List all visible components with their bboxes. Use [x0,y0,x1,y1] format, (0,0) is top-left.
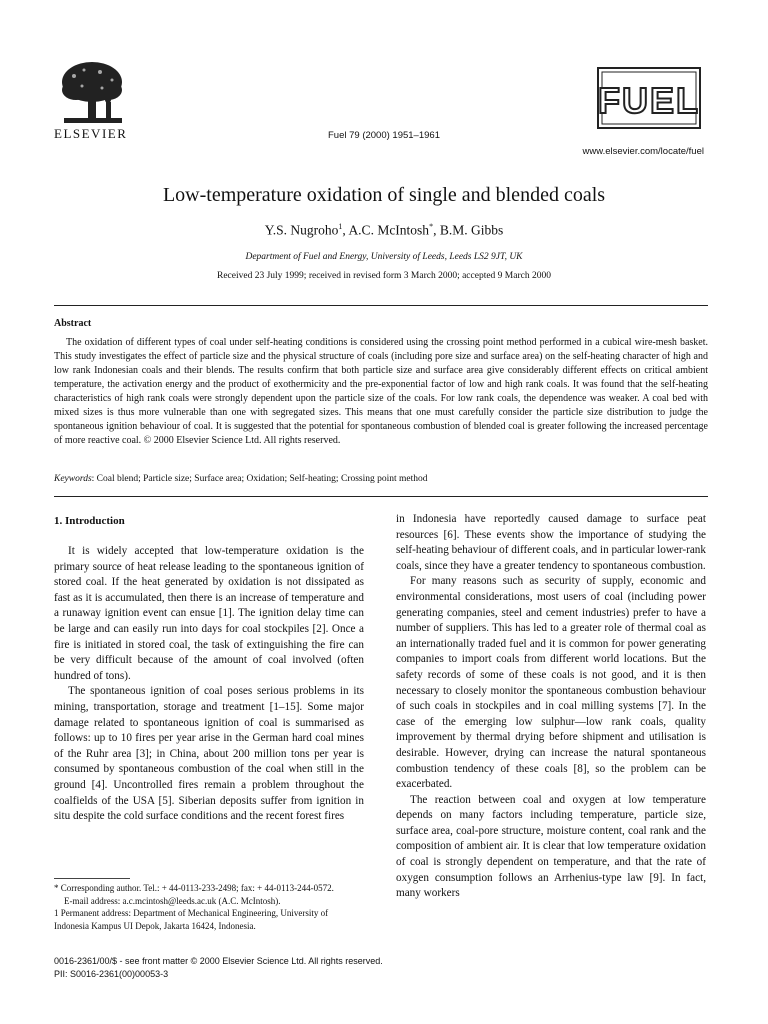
paper-title: Low-temperature oxidation of single and blended coals [162,184,606,206]
keywords-label: Keywords [54,474,92,484]
journal-logo-text: FUEL [598,80,700,121]
author-name: A.C. McIntosh [348,222,430,238]
paragraph: For many reasons such as security of supply, economic and environmental considerations, most users of coal (including power generating companies, steel and cement industries) prefer to have a number of suppliers. This has led to a greater role of thermal coal as an internationally traded fuel and it is common for power generating companies to import coals from different world locations. But the safety records of some of these coals is not good, and it is then necessary to closely monitor the spontaneous combustion behaviour of such coals in stockpiles and in coal milling systems [7]. In the case of the emerging low sulphur—low rank coals, quality improvement by thermal drying before shipment and utilisation is desirable. However, drying can increase the natural spontaneous combustion tendency of these coals [8], so the problem can be exacerbated. [396,575,706,791]
publisher-name: ELSEVIER [54,126,128,141]
section-heading: 1. Introduction [54,515,125,527]
abstract-heading: Abstract [54,318,92,329]
journal-citation: Fuel 79 (2000) 1951–1961 [328,130,440,141]
copyright-footer [54,955,383,981]
abstract-text: The oxidation of different types of coal under self-heating conditions is considered using the crossing point method performed in a cubical wire-mesh basket. This study investigates the effect of particle size and the physical structure of coals (including pore size and surface area) on the self-heating character of high and low rank Indonesian coals and their blends. The results confirm that both particle size and surface area give considerably different effects on critical ambient temperature, the activation energy and the product of exothermicity and the pre-exponential factor of low and high rank coals. It was found that the self-heating characteristics of high rank coals were strongly dependent upon the particle size of the coals. For low rank coals, the dependence was weaker. A coal bed with mixed sizes is thus more vulnerable than one with segregated sizes. This means that one must carefully consider the particle size distribution to judge the spontaneous ignition behaviour of coal. It is suggested that the potential for spontaneous combustion of blended coal is greater following the increased percentage of more reactive coal. © 2000 Elsevier Science Ltd. All rights reserved. [54,337,708,446]
pii-line: PII: S0016-2361(00)00053-3 [54,969,169,979]
author-name: B.M. Gibbs [439,222,504,238]
paragraph: The reaction between coal and oxygen at low temperature depends on many factors including temperature, particle size, surface area, coal-pore structure, moisture content, coal rank and the composition of ambient air. It is clear that low temperature oxidation of coal is strongly dependent on temperature, and that the rate of oxygen consumption follows an Arrhenius-type law [9]. In fact, many workers [396,793,706,900]
keywords [54,474,708,484]
elsevier-tree-logo-icon [56,60,128,126]
paragraph: The spontaneous ignition of coal poses serious problems in its mining, transportation, storage and treatment [1–15]. Some major damage related to spontaneous ignition of coal is summarised as follows: up to 10 fires per year arise in the German hard coal mines of the Ruhr area [3]; in China, about 200 million tons per year is consumed by spontaneous combustion of the coal when still in the ground [4]. Uncontrolled fires remain a problem throughout the coalfields of the USA [5]. Siberian deposits suffer from ignition in situ despite the cold surface conditions and the recent forest fires [54,685,364,823]
footnotes [54,882,364,932]
footnote-permanent-address: 1 Permanent address: Department of Mechanical Engineering, University of Indonesia Kampus UI Depok, Jakarta 16424, Indonesia. [54,908,329,931]
front-matter-line: 0016-2361/00/$ - see front matter © 2000 Elsevier Science Ltd. All rights reserved. [54,956,383,966]
fuel-journal-logo [596,66,702,130]
keywords-list: : Coal blend; Particle size; Surface area; Oxidation; Self-heating; Crossing point method [91,474,428,484]
footnote-divider [54,878,130,879]
right-column [396,512,706,902]
divider [54,305,708,306]
paragraph: in Indonesia have reportedly caused damage to surface peat resources [6]. These events show the importance of studying the self-heating behaviour of different coals, and in particular lower-rank coals, since they have a greater tendency to spontaneous combustion. [396,513,706,572]
divider [54,496,708,497]
affiliation: Department of Fuel and Energy, University of Leeds, Leeds LS2 9JT, UK [245,252,523,262]
author-list: Y.S. Nugroho$^1$, A.C. McIntosh*, B.M. Gibbs [264,222,504,238]
footnote-email: E-mail address: a.c.mcintosh@leeds.ac.uk (A.C. McIntosh). [64,895,281,906]
footnote-corresponding: * Corresponding author. Tel.: + 44-0113-233-2498; fax: + 44-0113-244-0572. [54,883,334,893]
author-mark: * [429,222,434,231]
received-dates: Received 23 July 1999; received in revised form 3 March 2000; accepted 9 March 2000 [217,271,551,281]
journal-url[interactable]: www.elsevier.com/locate/fuel [582,146,704,157]
author-name: Y.S. Nugroho [264,222,339,238]
paragraph: It is widely accepted that low-temperature oxidation is the primary source of heat release leading to the spontaneous ignition of stored coal. If the heat generated by oxidation is not dissipated as fast as it is accumulated, then there is an increase of temperature and a runaway ignition event can ensue [1]. The ignition delay time can be large and can easily run into days for coal stockpiles [2]. Once a fire is initiated in stored coal, the task of extinguishing the fire can be very difficult because of the amount of coal involved (often hundred of tons). [54,545,364,682]
left-column [54,544,364,825]
author-mark: 1 [338,222,343,231]
